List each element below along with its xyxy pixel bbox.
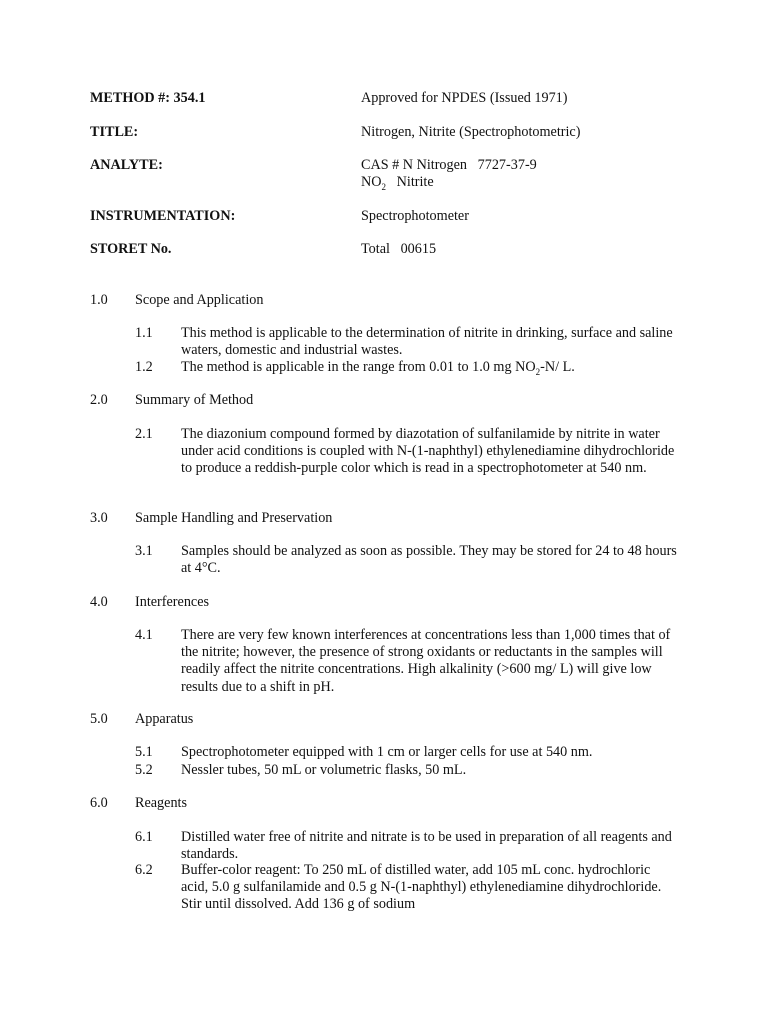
analyte-formula-subscript: 2 [381,181,386,192]
method-value: Approved for NPDES (Issued 1971) [361,90,568,106]
item-number: 1.2 [135,359,153,375]
section-number: 4.0 [90,594,108,610]
item-text-subscript: 2 [535,366,541,377]
section-number: 6.0 [90,795,108,811]
section-title: Interferences [135,594,210,610]
section-title: Apparatus [135,711,194,727]
method-label: METHOD #: 354.1 [90,90,206,106]
item-number: 6.2 [135,862,153,878]
item-text: Spectrophotometer equipped with 1 cm or larger cells for use at 540 nm. [181,744,593,760]
storet-label: STORET No. [90,241,172,257]
item-text-part: The method is applicable in the range from 0.01 to 1.0 mg NO [181,359,536,375]
analyte-formula: NO [361,174,382,190]
section-title: Reagents [135,795,188,811]
title-label: TITLE: [90,124,139,140]
item-text: The diazonium compound formed by diazotation of sulfanilamide by nitrite in water under acid conditions is coupled with N-(1-naphthyl) ethylenediamine dihydrochloride to produce a reddish-purple color which is read in a spectrophotometer at 540 nm. [181,426,675,477]
section-title: Sample Handling and Preservation [135,510,333,526]
title-value: Nitrogen, Nitrite (Spectrophotometric) [361,124,581,140]
storet-value: Total 00615 [361,241,437,257]
analyte-name: Nitrite [386,174,434,190]
item-text [181,359,681,381]
item-text: There are very few known interferences at concentrations less than 1,000 times that of the nitrite; however, the presence of strong oxidants or reductants in the samples will readily affect the nitrite concentrations. High alkalinity (>600 mg/ L) will give low results due to a shift in pH. [181,627,671,695]
section-number: 1.0 [90,292,108,308]
analyte-value-line1: CAS # N Nitrogen 7727-37-9 [361,157,537,173]
item-number: 5.2 [135,762,153,778]
item-number: 4.1 [135,627,153,643]
section-number: 5.0 [90,711,108,727]
item-number: 5.1 [135,744,153,760]
item-text: Distilled water free of nitrite and nitrate is to be used in preparation of all reagents and standards. [181,829,672,863]
section-number: 2.0 [90,392,108,408]
item-text: Nessler tubes, 50 mL or volumetric flasks, 50 mL. [181,762,467,778]
item-number: 3.1 [135,543,153,559]
item-number: 2.1 [135,426,153,442]
item-number: 1.1 [135,325,153,341]
analyte-value-line2 [361,174,434,192]
section-title: Summary of Method [135,392,254,408]
item-number: 6.1 [135,829,153,845]
section-number: 3.0 [90,510,108,526]
instrumentation-label: INSTRUMENTATION: [90,208,236,224]
analyte-label: ANALYTE: [90,157,163,173]
item-text: This method is applicable to the determination of nitrite in drinking, surface and saline waters, domestic and industrial wastes. [181,325,673,359]
section-title: Scope and Application [135,292,264,308]
item-text-part: -N/ L. [540,359,575,375]
instrumentation-value: Spectrophotometer [361,208,469,224]
item-text: Samples should be analyzed as soon as possible. They may be stored for 24 to 48 hours at 4°C. [181,543,677,577]
item-text: Buffer-color reagent: To 250 mL of distilled water, add 105 mL conc. hydrochloric acid, 5.0 g sulfanilamide and 0.5 g N-(1-naphthyl) ethylenediamine dihydrochloride. Stir until dissolved. Add 136 g of sodium [181,862,662,913]
